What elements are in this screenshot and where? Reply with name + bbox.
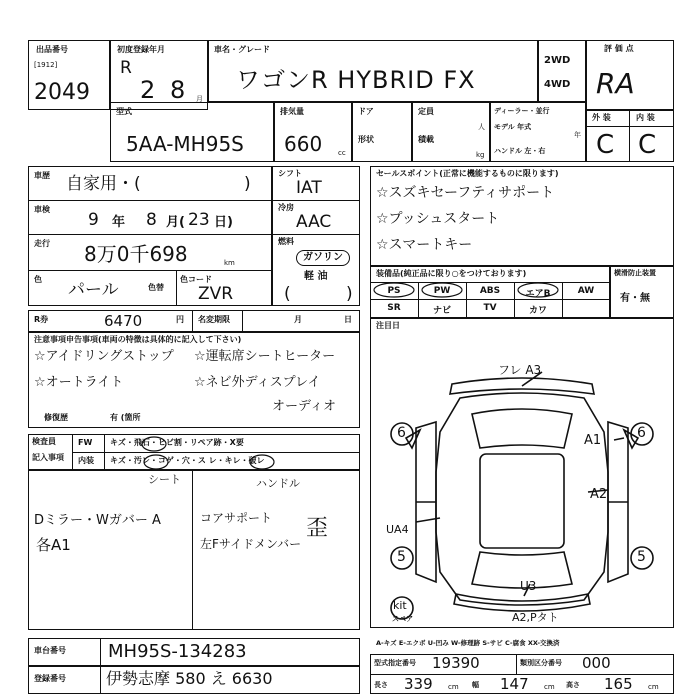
dims-col-1 xyxy=(516,654,517,674)
height-value: 165 xyxy=(604,675,633,693)
inspection-label: 車検 xyxy=(34,205,50,214)
diagram-ua4: UA4 xyxy=(386,523,409,536)
ac-label: 冷房 xyxy=(278,203,294,212)
score-label: 評 価 点 xyxy=(604,44,634,53)
insp-day-unit: 日) xyxy=(214,215,233,230)
formal-label: 型式指定番号 xyxy=(374,659,416,667)
model: 5AA-MH95S xyxy=(126,132,244,156)
month-unit: 月 xyxy=(196,95,203,103)
first-reg-label: 初度登録年月 xyxy=(117,45,165,54)
sales-item-3: ☆スマートキー xyxy=(376,237,473,253)
tire-fl: 6 xyxy=(397,425,406,441)
insp-month: 8 xyxy=(146,210,157,230)
drive-box xyxy=(538,40,586,102)
tire-rr: 5 xyxy=(637,549,646,565)
equip-pw: PW xyxy=(433,286,451,296)
recycle-value: 6470 xyxy=(104,312,143,330)
cat-value: 000 xyxy=(582,654,611,672)
day-label: 日 xyxy=(344,315,352,324)
equip-label: 装備品(純正品に限り○をつけております) xyxy=(376,269,527,278)
history-label: 車歴 xyxy=(34,171,50,180)
inspector-fw-items: キズ・飛石・ヒビ割・リペア跡・X要 xyxy=(110,438,244,447)
note-1: ☆アイドリングストップ xyxy=(34,349,174,364)
tire-fr: 6 xyxy=(637,425,646,441)
mid-divider-1 xyxy=(272,200,360,201)
ext-grade: C xyxy=(596,130,615,160)
handwritten-right-1: コアサポート xyxy=(200,511,273,525)
plate-value: 伊勢志摩 580 え 6630 xyxy=(106,669,273,688)
car-name: ワゴンR HYBRID FX xyxy=(236,66,476,94)
history-close: ) xyxy=(244,174,251,194)
diagram-u3: U3 xyxy=(520,579,537,593)
repair-label: 修復歴 xyxy=(44,413,68,422)
year-unit: 年 xyxy=(574,131,581,139)
equip-navi: ナビ xyxy=(432,306,451,316)
slide-label: 横滑防止装置 xyxy=(614,269,656,277)
dealer-label: ディーラー・並行 xyxy=(494,107,550,115)
door-label: ドア xyxy=(358,107,374,116)
fuel-paren-close: ) xyxy=(346,284,353,304)
recycle-label: R券 xyxy=(34,315,49,324)
fuel: ガソリン xyxy=(296,250,350,266)
note-5: オーディオ xyxy=(272,399,336,414)
inspector-label-2: 記入事項 xyxy=(32,453,64,462)
kit-note: kit xyxy=(393,599,407,612)
color-change-label: 色替 xyxy=(148,283,164,292)
equip-leather: カワ xyxy=(528,306,547,316)
color-code: ZVR xyxy=(198,284,234,304)
height-unit: cm xyxy=(648,683,659,691)
handwritten-right-mark: 歪 xyxy=(306,516,329,541)
inspector-label-1: 検査員 xyxy=(32,437,56,446)
formal-value: 19390 xyxy=(432,654,480,672)
recycle-divider xyxy=(192,310,193,332)
int-label: 内 装 xyxy=(636,113,655,122)
width-value: 147 xyxy=(500,675,529,693)
note-frame-label: 注目日 xyxy=(376,321,400,330)
equip-circles xyxy=(370,280,610,320)
handwritten-left-1: Dミラー・Wガバー A xyxy=(34,513,161,528)
width-unit: cm xyxy=(544,683,555,691)
ext-int-vdivider xyxy=(629,110,630,162)
left-divider-1 xyxy=(28,200,272,201)
shift: IAT xyxy=(296,178,322,198)
color-label: 色 xyxy=(34,275,42,284)
equip-abs: ABS xyxy=(479,286,501,296)
sales-label: セールスポイント(正常に機能するものに限ります) xyxy=(376,169,559,178)
height-label: 高さ xyxy=(566,681,580,689)
width-label: 幅 xyxy=(472,681,479,689)
lot-number: 2049 xyxy=(34,80,90,105)
score: RA xyxy=(596,67,635,100)
insp-year: 9 xyxy=(88,210,99,230)
plate-divider xyxy=(100,666,101,694)
recycle-box xyxy=(28,310,360,332)
length-value: 339 xyxy=(404,675,433,693)
title-divider xyxy=(242,310,243,332)
model-label: 型式 xyxy=(116,107,132,116)
cc-unit: cc xyxy=(338,149,346,157)
note-3: ☆オートライト xyxy=(34,375,124,390)
int-grade: C xyxy=(638,130,657,160)
color-code-divider xyxy=(176,270,177,306)
insp-year-unit: 年 xyxy=(112,215,126,230)
ext-label: 外 装 xyxy=(592,113,611,122)
damage-notes-box xyxy=(28,470,360,630)
cat-label: 類別区分番号 xyxy=(520,659,562,667)
seat-note: シート xyxy=(148,473,181,486)
mid-divider-2 xyxy=(272,234,360,235)
capacity-unit: 人 xyxy=(478,123,485,131)
equip-ps: PS xyxy=(387,286,401,296)
mileage-label: 走行 xyxy=(34,239,50,248)
plate-label: 登録番号 xyxy=(34,674,66,683)
equip-sr: SR xyxy=(387,303,401,313)
fuel-sub: 軽 油 xyxy=(304,271,328,282)
month-label: 月 xyxy=(294,315,302,324)
notes-label: 注意事項申告事項(車両の特徴は具体的に記入して下さい) xyxy=(34,335,242,344)
sales-item-2: ☆プッシュスタート xyxy=(376,211,500,227)
inspector-interior: 内装 xyxy=(78,456,94,465)
spare-label: スペア xyxy=(392,615,413,623)
insp-day: 23 xyxy=(188,210,210,230)
drive-4wd: 4WD xyxy=(544,79,571,90)
note-4: ☆ネビ外ディスプレイ xyxy=(194,375,321,390)
equip-airbag: エアB xyxy=(525,289,551,299)
chassis-label: 車台番号 xyxy=(34,646,66,655)
repair-value: 有 (箇所 xyxy=(110,413,141,422)
color-code-label: 色コード xyxy=(180,275,212,284)
displacement: 660 xyxy=(284,132,323,156)
ac: AAC xyxy=(296,212,332,232)
handle-note: ハンドル xyxy=(256,477,300,490)
inspector-circles xyxy=(104,432,354,472)
handwritten-left-2: 各A1 xyxy=(36,536,71,554)
inspector-int-items: キズ・汚レ・コゲ・穴・ス レ・キレ・破レ xyxy=(110,456,265,465)
damage-legend: A-キズ E-エクボ U-凹み W-修理跡 S-サビ C-腐食 XX-交換済 xyxy=(376,639,560,647)
diagram-a2: A2 xyxy=(590,487,608,502)
load-label: 積載 xyxy=(418,135,434,144)
reg-year: 2 xyxy=(140,76,156,104)
inspector-fw: FW xyxy=(78,438,93,447)
handwritten-right-2: 左Fサイドメンバー xyxy=(200,537,302,551)
fuel-paren-open: ( xyxy=(284,284,291,304)
insp-month-unit: 月( xyxy=(166,215,185,230)
shape-label: 形状 xyxy=(358,135,374,144)
color: パール xyxy=(68,280,119,300)
fuel-label: 燃料 xyxy=(278,237,294,246)
chassis-divider xyxy=(100,638,101,666)
note-2: ☆運転席シートヒーター xyxy=(194,349,336,364)
capacity-label: 定員 xyxy=(418,107,434,116)
km-unit: km xyxy=(224,259,235,267)
length-unit: cm xyxy=(448,683,459,691)
length-label: 長さ xyxy=(374,681,388,689)
model-year-label: モデル 年式 xyxy=(494,123,532,131)
slide-value: 有・無 xyxy=(620,293,650,304)
handle-label: ハンドル 左・右 xyxy=(494,147,546,155)
disp-label: 排気量 xyxy=(280,107,304,116)
sales-item-1: ☆スズキセーフティサポート xyxy=(376,185,555,201)
name-grade-label: 車名・グレード xyxy=(214,45,270,54)
load-unit: kg xyxy=(476,151,485,159)
shift-label: シフト xyxy=(278,169,302,178)
diagram-a1: A1 xyxy=(584,433,602,448)
left-divider-2 xyxy=(28,234,272,235)
drive-2wd: 2WD xyxy=(544,55,571,66)
equip-aw: AW xyxy=(577,286,595,296)
lot-label: 出品番号 xyxy=(36,45,68,54)
diagram-bottom: A2,Pタト xyxy=(512,611,559,624)
era: R xyxy=(120,58,132,78)
title-change-label: 名変期限 xyxy=(198,315,230,324)
reg-month: 8 xyxy=(170,76,186,104)
tire-rl: 5 xyxy=(397,549,406,565)
equip-tv: TV xyxy=(483,303,497,313)
history-value: 自家用・( xyxy=(66,174,141,194)
diagram-top: フレ A3 xyxy=(498,363,542,377)
chassis-value: MH95S-134283 xyxy=(108,641,247,662)
mileage: 8万0千698 xyxy=(84,242,188,266)
damage-notes-divider xyxy=(192,470,193,630)
yen-unit: 円 xyxy=(176,315,184,324)
lot-sub: [1912] xyxy=(34,61,58,69)
left-divider-3 xyxy=(28,270,272,271)
